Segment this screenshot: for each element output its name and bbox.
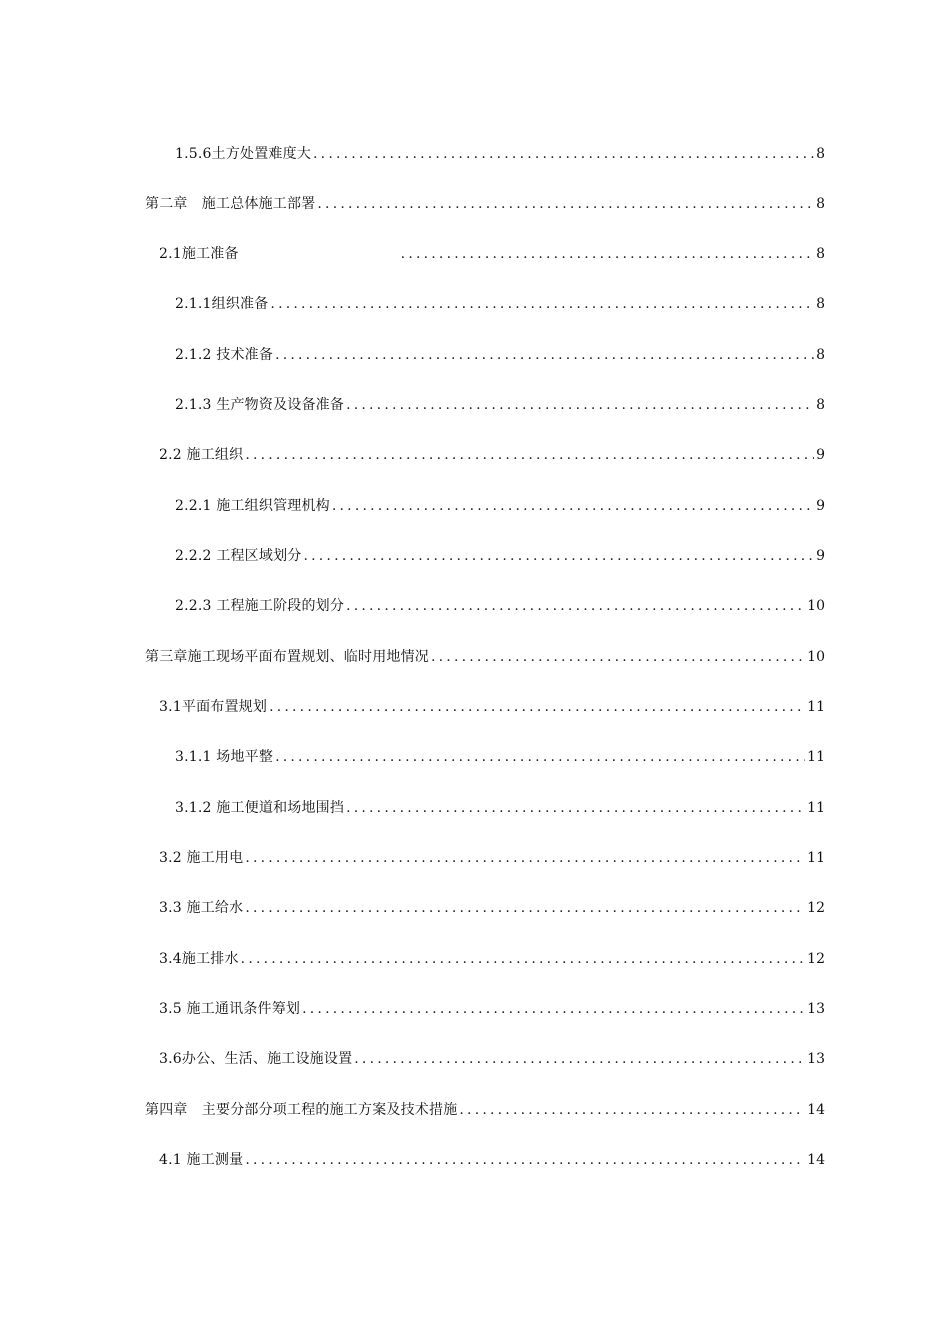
toc-dot-leader bbox=[241, 949, 806, 969]
toc-entry[interactable] bbox=[175, 140, 825, 164]
toc-dot-leader bbox=[431, 647, 805, 667]
toc-page-number: 8 bbox=[816, 196, 825, 212]
toc-entry[interactable] bbox=[159, 945, 825, 969]
toc-page-number: 8 bbox=[816, 246, 825, 262]
toc-dot-leader bbox=[245, 445, 814, 465]
toc-entry[interactable] bbox=[159, 693, 825, 717]
toc-entry-title: 3.3 施工给水 bbox=[159, 900, 244, 916]
toc-dot-leader bbox=[332, 496, 814, 516]
toc-entry-title: 2.2.3 工程施工阶段的划分 bbox=[175, 598, 345, 614]
toc-page-number: 14 bbox=[807, 1152, 825, 1168]
toc-entry-title: 3.4施工排水 bbox=[159, 951, 239, 967]
toc-entry-title: 2.1.2 技术准备 bbox=[175, 347, 274, 363]
toc-entry[interactable] bbox=[145, 190, 825, 214]
toc-entry-title: 第三章施工现场平面布置规划、临时用地情况 bbox=[145, 649, 429, 665]
toc-page-number: 10 bbox=[807, 649, 825, 665]
toc-entry[interactable] bbox=[159, 894, 825, 918]
toc-dot-leader bbox=[313, 144, 814, 164]
toc-entry[interactable] bbox=[159, 995, 825, 1019]
toc-dot-leader bbox=[346, 798, 805, 818]
toc-entry[interactable] bbox=[175, 290, 825, 314]
toc-dot-leader bbox=[401, 244, 814, 264]
toc-entry[interactable] bbox=[159, 240, 825, 264]
toc-page-number: 12 bbox=[807, 900, 825, 916]
toc-page-number: 8 bbox=[816, 296, 825, 312]
toc-page-number: 14 bbox=[807, 1102, 825, 1118]
toc-entry-title: 2.2.1 施工组织管理机构 bbox=[175, 498, 330, 514]
toc-page-number: 13 bbox=[807, 1051, 825, 1067]
toc-entry[interactable] bbox=[145, 1096, 825, 1120]
toc-dot-leader bbox=[302, 999, 805, 1019]
toc-entry[interactable] bbox=[175, 341, 825, 365]
toc-dot-leader bbox=[346, 596, 805, 616]
toc-dot-leader bbox=[275, 345, 814, 365]
toc-entry[interactable] bbox=[175, 794, 825, 818]
toc-page-number: 8 bbox=[816, 397, 825, 413]
toc-dot-leader bbox=[346, 395, 814, 415]
toc-page-number: 9 bbox=[816, 498, 825, 514]
toc-entry[interactable] bbox=[159, 441, 825, 465]
toc-entry[interactable] bbox=[159, 1045, 825, 1069]
toc-entry-title: 2.1.1组织准备 bbox=[175, 296, 269, 312]
toc-dot-leader bbox=[354, 1049, 805, 1069]
toc-entry[interactable] bbox=[159, 1146, 825, 1170]
toc-entry-title: 2.1.3 生产物资及设备准备 bbox=[175, 397, 345, 413]
toc-entry-title: 第二章 施工总体施工部署 bbox=[145, 196, 316, 212]
toc-entry[interactable] bbox=[175, 492, 825, 516]
toc-dot-leader bbox=[303, 546, 814, 566]
toc-entry-title: 1.5.6土方处置难度大 bbox=[175, 146, 312, 162]
toc-entry-title: 3.2 施工用电 bbox=[159, 850, 244, 866]
toc-entry[interactable] bbox=[175, 542, 825, 566]
toc-dot-leader bbox=[459, 1100, 805, 1120]
toc-entry-title: 3.1.2 施工便道和场地围挡 bbox=[175, 800, 345, 816]
toc-page-number: 11 bbox=[807, 800, 825, 816]
toc-page-number: 13 bbox=[807, 1001, 825, 1017]
toc-entry[interactable] bbox=[175, 743, 825, 767]
toc-dot-leader bbox=[269, 697, 805, 717]
toc-entry-title: 3.6办公、生活、施工设施设置 bbox=[159, 1051, 353, 1067]
toc-entry-title: 3.5 施工通讯条件筹划 bbox=[159, 1001, 301, 1017]
toc-entry-title: 2.1施工准备 bbox=[159, 246, 239, 262]
toc-dot-leader bbox=[245, 848, 805, 868]
toc-page-number: 11 bbox=[807, 699, 825, 715]
toc-entry[interactable] bbox=[145, 643, 825, 667]
toc-dot-leader bbox=[245, 898, 805, 918]
toc-entry-title: 3.1平面布置规划 bbox=[159, 699, 268, 715]
toc-page-number: 12 bbox=[807, 951, 825, 967]
toc-page-number: 11 bbox=[807, 749, 825, 765]
toc-page-number: 9 bbox=[816, 447, 825, 463]
toc-dot-leader bbox=[270, 294, 814, 314]
toc-entry[interactable] bbox=[159, 844, 825, 868]
toc-dot-leader bbox=[317, 194, 814, 214]
toc-dot-leader bbox=[245, 1150, 805, 1170]
toc-entry-title: 3.1.1 场地平整 bbox=[175, 749, 274, 765]
toc-dot-leader bbox=[275, 747, 805, 767]
toc-entry-title: 2.2.2 工程区域划分 bbox=[175, 548, 302, 564]
toc-entry-title: 第四章 主要分部分项工程的施工方案及技术措施 bbox=[145, 1102, 458, 1118]
toc-entry[interactable] bbox=[175, 592, 825, 616]
toc-page-number: 8 bbox=[816, 146, 825, 162]
toc-entry-title: 4.1 施工测量 bbox=[159, 1152, 244, 1168]
toc-page-number: 10 bbox=[807, 598, 825, 614]
toc-page-number: 8 bbox=[816, 347, 825, 363]
toc-page-number: 11 bbox=[807, 850, 825, 866]
toc-page-number: 9 bbox=[816, 548, 825, 564]
toc-entry[interactable] bbox=[175, 391, 825, 415]
toc-entry-title: 2.2 施工组织 bbox=[159, 447, 244, 463]
